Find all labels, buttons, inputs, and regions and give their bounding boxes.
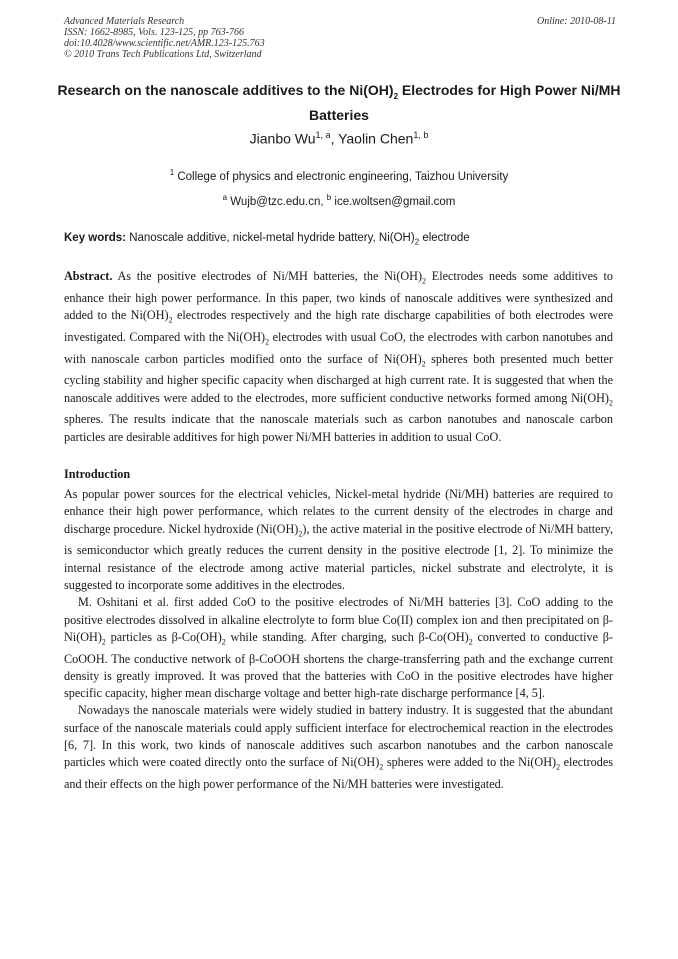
author-name: Yaolin Chen (338, 130, 414, 147)
paragraph: M. Oshitani et al. first added CoO to the positive electrodes of Ni/MH batteries [3]. CoO adding to the positive electrodes dissolved in alkaline electrolyte to form blue Co(II) complex ion and then precipitated on $\beta-Ni(OH)_2$ particles as $\beta-Co(OH)_2$ while standing. After charging, such $\beta-Co(OH)_2$ converted to conductive β-CoOOH. The conductive network of β-CoOOH shortens the charge-transferring path and the exchange current density is greatly improved. It was proved that the batteries with CoO in the positive electrodes have higher specific capacity, higher mean discharge voltage and better high-rate discharge performance [4, 5]. (64, 595, 613, 701)
introduction-body (64, 486, 613, 793)
affiliation: $^1$ College of physics and electronic engineering, Taizhou University (169, 168, 509, 183)
email-link[interactable]: Wujb@tzc.edu.cn, (227, 195, 327, 208)
journal-header (64, 16, 616, 60)
email-link[interactable]: ice.woltsen@gmail.com (331, 195, 456, 208)
keywords: Key words: Nanoscale additive, nickel-metal hydride battery, $Ni(OH)_2$ electrode (64, 232, 470, 247)
abstract-label: Abstract. (64, 269, 113, 283)
copyright-line: © 2010 Trans Tech Publications Ltd, Switzerland (64, 49, 262, 60)
doi-line: doi:10.4028/www.scientific.net/AMR.123-125.763 (64, 38, 265, 49)
journal-name: Advanced Materials Research (64, 16, 185, 27)
author-name: Jianbo Wu (249, 130, 316, 147)
abstract: Abstract. As the positive electrodes of Ni/MH batteries, the $Ni(OH)_2$ Electrodes needs some additives to enhance their high power performance. In this paper, two kinds of nanoscale additives were synthesized and added to the $Ni(OH)_2$ electrodes respectively and the high rate discharge capabilities of both electrodes were investigated. Compared with the $Ni(OH)_2$ electrodes with usual CoO, the electrodes with carbon nanotubes and with nanoscale carbon particles modified onto the surface of $Ni(OH)_2$ spheres both presented much better cycling stability and higher specific capacity when discharged at high current rate. It is suggested that when the nanoscale additives were added to the electrodes, more sufficient conductive networks formed among $Ni(OH)_2$ spheres. The results indicate that the nanoscale materials such as carbon nanotubes and nanoscale carbon particles are desirable additives for high power Ni/MH batteries in addition to usual CoO. (64, 269, 613, 444)
author-emails: $^a$ Wujb@tzc.edu.cn, $^b$ ice.woltsen@gmail.com (222, 193, 456, 208)
issn-line: ISSN: 1662-8985, Vols. 123-125, pp 763-766 (64, 27, 244, 38)
paper-title: Research on the nanoscale additives to the $Ni(OH)_2$ Electrodes for High Power Ni/MH Batteries (57, 82, 621, 123)
online-date: Online: 2010-08-11 (537, 16, 616, 27)
paragraph: As popular power sources for the electrical vehicles, Nickel-metal hydride (Ni/MH) batteries are required to enhance their high power performance, which relates to the current density of the electrodes in charge and discharge procedure. Nickel hydroxide $(Ni(OH)_2)$, the active material in the positive electrode of Ni/MH battery, is semiconductor which greatly reduces the current density in the positive electrode [1, 2]. To minimize the internal resistance of the electrode among active material particles, nickel substrate and electrolyte, it is suggested to incorporate some additives in the electrodes. (64, 487, 613, 592)
author-list: Jianbo Wu$^{1, a}$, Yaolin Chen$^{1, b}$ (249, 130, 429, 147)
section-heading-introduction: Introduction (64, 467, 131, 481)
paragraph: Nowadays the nanoscale materials were widely studied in battery industry. It is suggested that the abundant surface of the nanoscale materials could apply sufficient interface for electrochemical reaction in the electrodes [6, 7]. In this work, two kinds of nanoscale additives such ascarbon nanotubes and the carbon nanoscale particles which were coated directly onto the surface of $Ni(OH)_2$ spheres were added to the $Ni(OH)_2$ electrodes and their effects on the high power performance of the Ni/MH batteries were investigated. (64, 703, 613, 792)
